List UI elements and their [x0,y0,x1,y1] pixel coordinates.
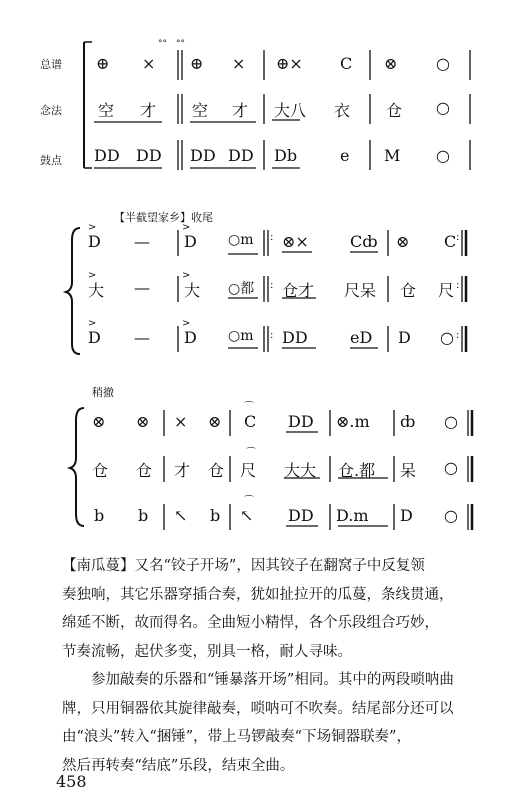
text-line: 绵延不断，故而得名。全曲短小精悍，各个乐段组合巧妙， [62,615,439,631]
note: 空 [98,101,115,120]
svg-text:>: > [88,222,97,233]
note: ⊗ [208,412,222,431]
note: ○ [444,412,458,431]
note: DD [288,506,314,525]
note: ⊗.m [336,412,370,431]
note: D [88,232,101,251]
svg-text::: : [470,456,474,467]
note: × [232,54,246,73]
svg-text:>: > [182,270,191,281]
note: ⊗ [384,54,398,73]
text-line: 奏独响，其它乐器穿插合奏，犹如扯拉开的瓜蔓，条线贯通， [62,586,454,603]
note: C [340,54,353,73]
system-3-row-drum [0,506,528,532]
svg-text::: : [456,280,460,291]
note: × [174,412,188,431]
note: 才 [232,101,249,120]
svg-text::: : [456,330,460,341]
note: ↖ [240,506,254,525]
text-line: 然后再转奏“结底”乐段，结束全曲。 [62,757,295,774]
note: DD [282,328,308,347]
row-label-recitation: 念法 [40,104,62,117]
svg-text:>: > [88,318,97,329]
note: DD [228,146,254,165]
note: ○ [444,506,458,525]
note: 仓才 [282,281,315,300]
note: b [94,506,105,525]
svg-text::: : [270,330,274,341]
row-label-drum: 鼓点 [40,154,62,167]
note: 仓 [400,281,417,300]
svg-text:°°: °° [158,39,167,49]
svg-text::: : [270,232,274,243]
note: ○ [436,146,450,165]
system-3-row-score [0,412,528,438]
section-title: 稍撤 [92,386,114,399]
note: × [142,54,156,73]
note: ⊗× [282,232,309,251]
svg-text::: : [270,280,274,291]
note: 尺 [438,281,455,300]
note: DD [288,412,314,431]
note: 大八 [274,101,307,120]
note: — [134,328,150,347]
note: 仓 [208,461,225,480]
svg-text:°°: °° [176,39,185,49]
note: ⊕ [190,54,204,73]
note: ○都 [228,281,255,297]
note: C [444,232,457,251]
text-line: 节奏流畅，起伏多变，别具一格，耐人寻味。 [62,643,352,660]
note: DD [94,146,120,165]
row-label-score: 总谱 [40,58,62,71]
note: D [184,232,197,251]
note: ○m [228,232,254,248]
note: ⊕× [276,54,303,73]
note: 衣 [334,101,351,120]
note: D [398,328,411,347]
paragraph-instruments [62,666,480,780]
system-3-row-recitation [0,458,528,484]
note: 仓 [386,101,403,120]
note: 仓 [136,461,153,480]
note: 才 [174,461,191,480]
note: eD [350,328,373,347]
note: b [138,506,149,525]
paragraph-description [62,552,480,666]
text-line: 【南瓜蔓】又名“铰子开场”，因其铰子在翻窝子中反复领 [62,558,425,574]
note: M [384,146,401,165]
svg-text:⌒: ⌒ [246,448,256,459]
note: ȸ [400,412,416,431]
note: DD [190,146,216,165]
note: ○ [440,328,454,347]
note: ⊗ [92,412,106,431]
note: D.m [336,506,369,525]
svg-text::: : [470,410,474,421]
page-number: 458 [56,772,87,791]
note: DD [136,146,162,165]
note: ⊗ [136,412,150,431]
note: 尺 [240,461,257,480]
note: 空 [192,101,209,120]
note: ○ [444,458,458,477]
svg-text:>: > [182,318,191,329]
svg-text:>: > [182,222,191,233]
note: 仓.都 [338,461,376,480]
note: 仓 [92,461,109,480]
note: — [134,232,150,251]
svg-text:⌒: ⌒ [244,496,254,507]
note: — [134,278,150,297]
note: 呆 [400,461,417,480]
section-title: 【半截望家乡】收尾 [114,211,213,224]
note: ○m [228,328,254,344]
note: ○ [436,54,450,73]
note: ⊕ [96,54,110,73]
note: 才 [140,101,157,120]
note: 大大 [284,461,317,480]
svg-text:>: > [88,270,97,281]
note: 大 [184,281,201,300]
note: D [88,328,101,347]
note: D [400,506,413,525]
note: Cȸ [350,232,378,251]
note: ○ [436,98,450,117]
note: C [244,412,257,431]
note: e [340,146,350,165]
note: b [210,506,221,525]
note: Db [274,146,298,165]
note: 大 [88,281,105,300]
text-line: 由“浪头”转入“捆锤”，带上马锣敲奏“下场铜器联奏”， [62,729,411,745]
note: D [184,328,197,347]
svg-text::: : [470,504,474,515]
text-line: 参加敲奏的乐器和“锤暴落开场”相同。其中的两段唢呐曲 [62,672,454,688]
svg-text:⌒: ⌒ [244,402,254,413]
note: ⊗ [396,232,410,251]
note: ↖ [174,506,188,525]
svg-text::: : [456,232,460,243]
note: 尺呆 [344,281,377,300]
text-line: 牌，只用铜器依其旋律敲奏，唢呐可不吹奏。结尾部分还可以 [62,700,454,717]
